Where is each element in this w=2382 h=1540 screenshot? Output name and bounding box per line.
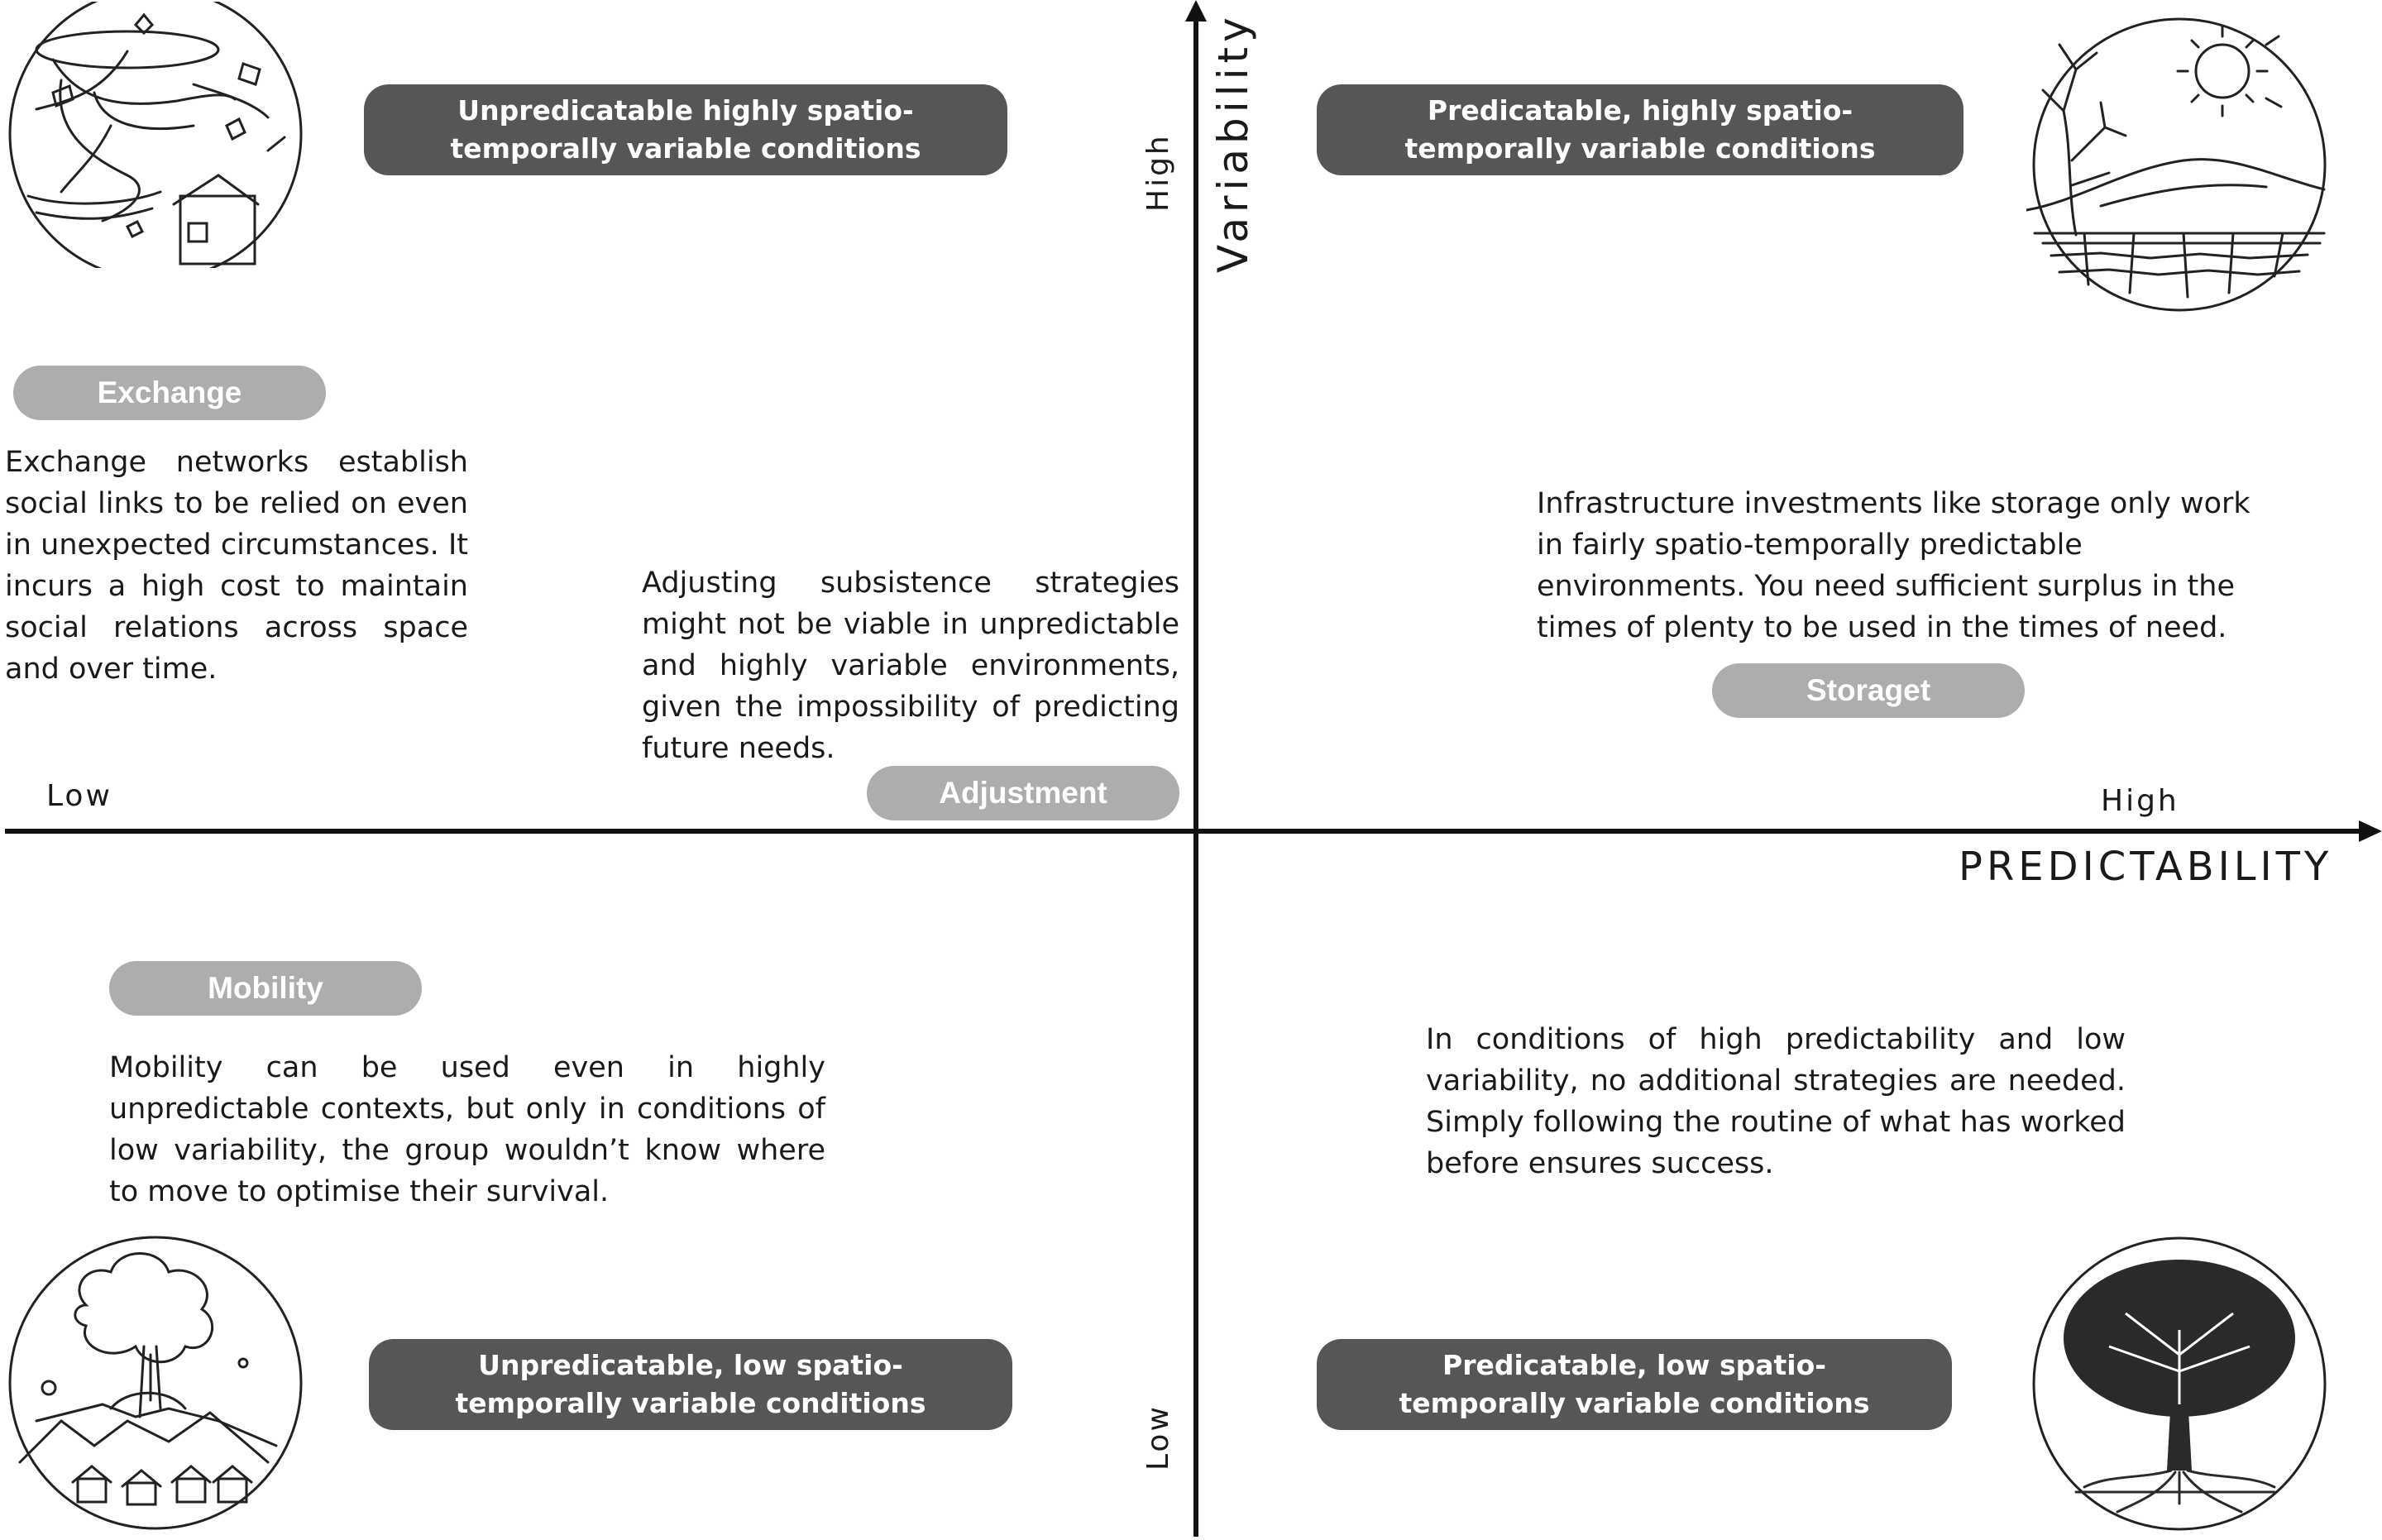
- y-axis-low-label: Low: [1141, 1404, 1175, 1471]
- y-axis-title: Variability: [1209, 12, 1257, 273]
- tree-icon: [2026, 1231, 2332, 1537]
- exchange-description: Exchange networks establish social links to be relied on even in unexpected circumstances. It incurs a high cost to maintain social relations across space and over time.: [5, 446, 468, 686]
- quadrant-bottom-left-label: Unpredicatable, low spatio- temporally variable conditions: [369, 1339, 1012, 1430]
- exchange-pill: Exchange: [13, 366, 326, 420]
- mobility-pill: Mobility: [109, 961, 422, 1016]
- storage-pill: Storaget: [1712, 663, 2025, 718]
- adjustment-pill: Adjustment: [867, 766, 1179, 820]
- x-axis-title: PREDICTABILITY: [1959, 844, 2333, 890]
- routine-description: In conditions of high predictability and low variability, no additional strategies are needed. Simply following the routine of what has worked before ensures success.: [1426, 1023, 2126, 1180]
- storage-description: Infrastructure investments like storage only work in fairly spatio-temporally predictable environments. You need sufficient surplus in the times of plenty to be used in the times of need.: [1537, 487, 2250, 644]
- quadrant-top-left-label: Unpredicatable highly spatio- temporally variable conditions: [364, 84, 1007, 175]
- x-axis-low-label: Low: [46, 779, 112, 813]
- tornado-icon: [3, 2, 311, 268]
- x-axis-arrow: [2359, 820, 2382, 842]
- quadrant-bottom-right-label: Predicatable, low spatio- temporally variable conditions: [1317, 1339, 1952, 1430]
- drought-sun-icon: [2026, 12, 2332, 318]
- x-axis-high-label: High: [2101, 784, 2179, 818]
- quadrant-top-right-label: Predicatable, highly spatio- temporally variable conditions: [1317, 84, 1963, 175]
- y-axis-high-label: High: [1141, 133, 1175, 212]
- adjustment-description: Adjusting subsistence strategies might not be viable in unpredictable and highly variable environments, given the impossibility of predicting future needs.: [642, 567, 1179, 765]
- y-axis-arrow: [1185, 0, 1207, 22]
- mobility-description: Mobility can be used even in highly unpredictable contexts, but only in conditions of low variability, the group wouldn’t know where to move to optimise their survival.: [109, 1051, 825, 1208]
- volcano-icon: [3, 1231, 311, 1537]
